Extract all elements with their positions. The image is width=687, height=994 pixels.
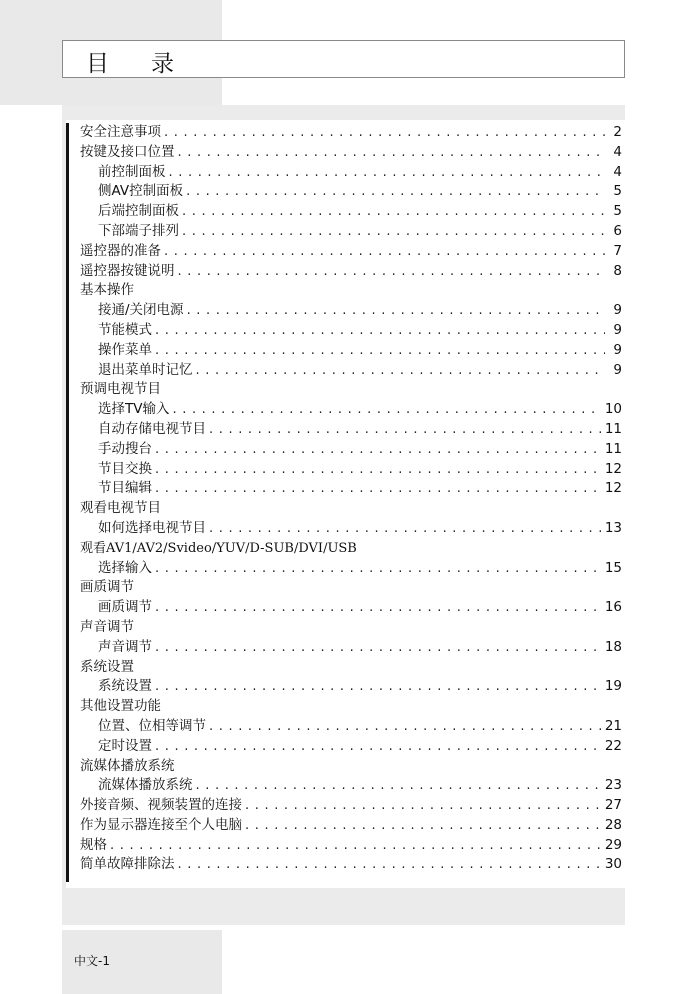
toc-entry[interactable]: [80, 519, 622, 539]
toc-entry-page: 7: [613, 242, 622, 259]
toc-leader-dots: [164, 123, 605, 143]
toc-entry-label: 前控制面板: [98, 163, 166, 180]
toc-leader-dots: [155, 559, 602, 579]
toc-entry[interactable]: [80, 559, 622, 579]
toc-entry-label: 节能模式: [98, 321, 152, 338]
toc-entry[interactable]: [80, 400, 622, 420]
toc-entry[interactable]: [80, 123, 622, 143]
toc-entry-page: 29: [604, 836, 622, 853]
toc-entry[interactable]: [80, 361, 622, 381]
toc-leader-dots: [187, 301, 605, 321]
toc-entry-label: 作为显示器连接至个人电脑: [80, 816, 242, 833]
toc-entry[interactable]: [80, 658, 622, 678]
toc-entry-page: 8: [613, 262, 622, 279]
toc-entry-label: 简单故障排除法: [80, 856, 175, 873]
toc-entry[interactable]: [80, 855, 622, 875]
toc-entry[interactable]: [80, 440, 622, 460]
toc-entry-page: 9: [613, 321, 622, 338]
toc-entry-label: 选择输入: [98, 559, 152, 576]
toc-entry[interactable]: [80, 757, 622, 777]
toc-entry-page: 30: [604, 856, 622, 873]
toc-entry-label: 定时设置: [98, 737, 152, 754]
toc-leader-dots: [196, 776, 602, 796]
toc-entry[interactable]: [80, 341, 622, 361]
toc-entry[interactable]: [80, 222, 622, 242]
toc-entry-page: 23: [604, 777, 622, 794]
toc-entry-label: 节目交换: [98, 460, 152, 477]
toc-entry-page: 19: [604, 678, 622, 695]
table-of-contents: [80, 123, 622, 875]
toc-entry-page: 5: [613, 183, 622, 200]
page-number-label: 中文-1: [74, 954, 110, 968]
toc-leader-dots: [155, 737, 602, 757]
toc-entry-label: 流媒体播放系统: [80, 757, 175, 774]
toc-entry-page: 22: [604, 737, 622, 754]
toc-entry-page: 15: [604, 559, 622, 576]
toc-entry-label: 按键及接口位置: [80, 143, 175, 160]
toc-entry[interactable]: [80, 262, 622, 282]
toc-leader-dots: [196, 361, 606, 381]
toc-entry[interactable]: [80, 578, 622, 598]
toc-entry-label: 选择TV输入: [98, 401, 170, 418]
toc-leader-dots: [155, 638, 602, 658]
toc-entry[interactable]: [80, 816, 622, 836]
toc-entry-label: 手动搜台: [98, 440, 152, 457]
toc-leader-dots: [169, 163, 606, 183]
toc-leader-dots: [155, 479, 602, 499]
toc-entry-page: 4: [613, 163, 622, 180]
toc-entry-label: 遥控器按键说明: [80, 262, 175, 279]
toc-entry[interactable]: [80, 677, 622, 697]
toc-entry-page: 18: [604, 638, 622, 655]
toc-entry-label: 基本操作: [80, 282, 134, 299]
toc-leader-dots: [155, 321, 605, 341]
toc-entry-label: 退出菜单时记忆: [98, 361, 193, 378]
toc-entry-label: 遥控器的准备: [80, 242, 161, 259]
toc-entry-label: 操作菜单: [98, 341, 152, 358]
toc-entry-page: 28: [604, 816, 622, 833]
toc-entry-label: 预调电视节目: [80, 381, 161, 398]
toc-entry-page: 12: [604, 480, 622, 497]
toc-entry-page: 4: [613, 143, 622, 160]
toc-entry[interactable]: [80, 163, 622, 183]
toc-entry[interactable]: [80, 499, 622, 519]
toc-leader-dots: [182, 222, 605, 242]
toc-leader-dots: [209, 420, 602, 440]
toc-entry-label: 画质调节: [80, 579, 134, 596]
toc-entry-label: 系统设置: [80, 658, 134, 675]
toc-entry[interactable]: [80, 143, 622, 163]
toc-entry[interactable]: [80, 697, 622, 717]
toc-entry-label: 下部端子排列: [98, 222, 179, 239]
toc-entry-page: 11: [604, 440, 622, 457]
toc-entry[interactable]: [80, 182, 622, 202]
toc-entry-label: 观看电视节目: [80, 500, 161, 517]
toc-entry-label: 声音调节: [98, 638, 152, 655]
toc-leader-dots: [178, 262, 606, 282]
toc-entry-page: 6: [613, 222, 622, 239]
toc-entry-page: 9: [613, 302, 622, 319]
toc-entry[interactable]: [80, 301, 622, 321]
toc-leader-dots: [164, 242, 605, 262]
toc-leader-dots: [209, 519, 602, 539]
toc-entry-page: 10: [604, 401, 622, 418]
toc-entry[interactable]: [80, 717, 622, 737]
toc-entry-label: 节目编辑: [98, 480, 152, 497]
toc-leader-dots: [155, 341, 605, 361]
toc-entry[interactable]: [80, 460, 622, 480]
toc-entry-page: 27: [604, 797, 622, 814]
toc-entry[interactable]: [80, 737, 622, 757]
toc-entry-label: 如何选择电视节目: [98, 519, 206, 536]
toc-leader-dots: [178, 143, 606, 163]
toc-entry-label: 位置、位相等调节: [98, 717, 206, 734]
toc-entry-page: 11: [604, 420, 622, 437]
toc-leader-dots: [186, 182, 605, 202]
toc-entry-label: 外接音频、视频装置的连接: [80, 797, 242, 814]
toc-entry-label: 安全注意事项: [80, 124, 161, 140]
toc-leader-dots: [182, 202, 605, 222]
toc-leader-dots: [110, 836, 602, 856]
toc-leader-dots: [245, 796, 602, 816]
toc-entry-label: 规格: [80, 836, 107, 853]
toc-entry-page: 13: [604, 519, 622, 536]
toc-leader-dots: [155, 440, 602, 460]
toc-entry[interactable]: [80, 479, 622, 499]
toc-entry-label: 其他设置功能: [80, 698, 161, 715]
toc-entry[interactable]: [80, 618, 622, 638]
toc-vertical-rule: [66, 123, 69, 882]
title-box: [62, 40, 625, 78]
toc-entry-label: 侧AV控制面板: [98, 183, 184, 200]
toc-entry-label: 系统设置: [98, 678, 152, 695]
toc-leader-dots: [155, 677, 602, 697]
toc-entry[interactable]: [80, 321, 622, 341]
toc-entry[interactable]: [80, 776, 622, 796]
toc-entry[interactable]: [80, 202, 622, 222]
toc-entry-page: 9: [613, 341, 622, 358]
toc-entry[interactable]: [80, 420, 622, 440]
toc-leader-dots: [178, 855, 602, 875]
toc-entry-label: 后端控制面板: [98, 203, 179, 220]
toc-leader-dots: [172, 400, 601, 420]
toc-entry[interactable]: [80, 281, 622, 301]
toc-entry[interactable]: [80, 242, 622, 262]
toc-entry-page: 2: [613, 124, 622, 140]
toc-entry-page: 9: [613, 361, 622, 378]
toc-entry-page: 5: [613, 203, 622, 220]
toc-entry-page: 21: [604, 717, 622, 734]
toc-entry[interactable]: [80, 638, 622, 658]
toc-entry-label: 自动存储电视节目: [98, 420, 206, 437]
toc-leader-dots: [155, 598, 602, 618]
toc-entry[interactable]: [80, 796, 622, 816]
toc-entry-label: 画质调节: [98, 599, 152, 616]
toc-entry-label: 声音调节: [80, 618, 134, 635]
toc-entry[interactable]: [80, 598, 622, 618]
toc-entry-label: 流媒体播放系统: [98, 777, 193, 794]
toc-entry-label: 接通/关闭电源: [98, 302, 184, 319]
toc-entry-page: 16: [604, 599, 622, 616]
page-title: 目录: [86, 51, 216, 77]
toc-entry[interactable]: [80, 380, 622, 400]
toc-entry-label: 观看AV1/AV2/Svideo/YUV/D-SUB/DVI/USB: [80, 540, 357, 556]
toc-leader-dots: [209, 717, 602, 737]
toc-entry[interactable]: [80, 836, 622, 856]
toc-entry-page: 12: [604, 460, 622, 477]
toc-entry[interactable]: [80, 539, 622, 559]
toc-leader-dots: [245, 816, 602, 836]
toc-leader-dots: [155, 460, 602, 480]
